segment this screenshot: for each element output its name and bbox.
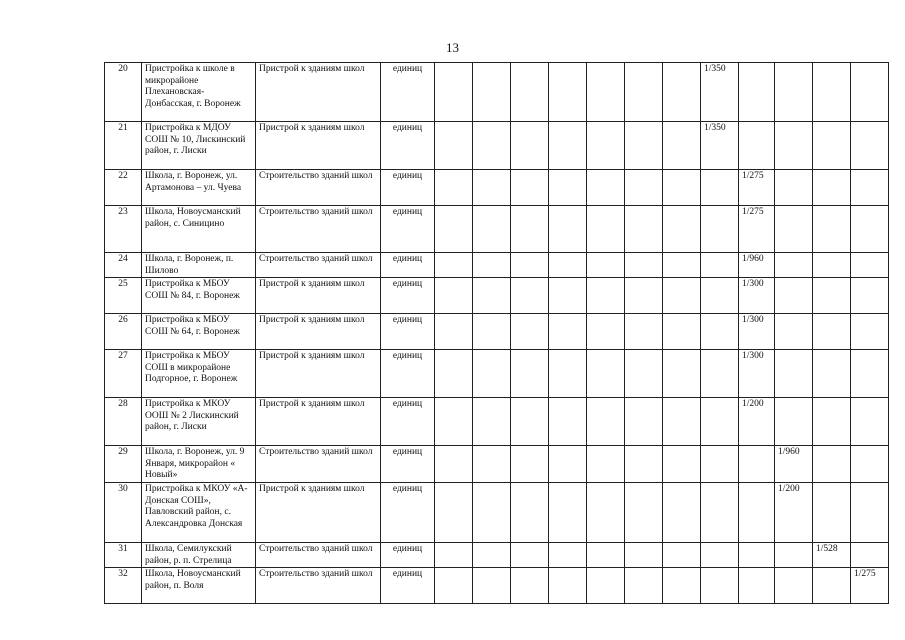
empty-cell (435, 122, 473, 170)
object-type-cell: Строительство зданий школ (256, 170, 381, 206)
table-body (105, 63, 889, 604)
empty-cell (625, 350, 663, 398)
empty-cell (473, 446, 511, 483)
empty-cell (587, 122, 625, 170)
empty-cell (549, 482, 587, 542)
empty-cell (549, 350, 587, 398)
empty-cell (473, 278, 511, 314)
empty-cell (851, 542, 889, 567)
empty-cell (549, 314, 587, 350)
empty-cell (625, 63, 663, 122)
empty-cell (549, 122, 587, 170)
page-number: 13 (446, 40, 459, 55)
object-name-cell: Пристройка к МКОУ «А-Донская СОШ», Павловский район, с. Александровка Донская (142, 482, 256, 542)
empty-cell (813, 206, 851, 253)
unit-cell: единиц (381, 122, 435, 170)
empty-cell (701, 170, 739, 206)
empty-cell (549, 568, 587, 604)
ratio-cell: 1/275 (851, 568, 889, 604)
empty-cell (587, 568, 625, 604)
empty-cell (549, 446, 587, 483)
object-type-cell: Строительство зданий школ (256, 253, 381, 278)
table-row (105, 398, 889, 446)
unit-cell: единиц (381, 253, 435, 278)
empty-cell (775, 63, 813, 122)
empty-cell (813, 350, 851, 398)
empty-cell (663, 542, 701, 567)
empty-cell (511, 482, 549, 542)
empty-cell (587, 350, 625, 398)
ratio-cell: 1/275 (739, 170, 775, 206)
empty-cell (775, 278, 813, 314)
row-number-cell: 20 (105, 63, 142, 122)
empty-cell (435, 482, 473, 542)
empty-cell (587, 278, 625, 314)
table-row (105, 253, 889, 278)
empty-cell (775, 206, 813, 253)
empty-cell (701, 482, 739, 542)
empty-cell (625, 206, 663, 253)
empty-cell (739, 122, 775, 170)
empty-cell (813, 122, 851, 170)
empty-cell (813, 63, 851, 122)
empty-cell (739, 63, 775, 122)
table-row (105, 542, 889, 567)
empty-cell (511, 170, 549, 206)
empty-cell (851, 278, 889, 314)
empty-cell (813, 482, 851, 542)
empty-cell (435, 63, 473, 122)
empty-cell (813, 568, 851, 604)
empty-cell (701, 253, 739, 278)
row-number-cell: 23 (105, 206, 142, 253)
empty-cell (587, 482, 625, 542)
empty-cell (701, 446, 739, 483)
empty-cell (663, 398, 701, 446)
empty-cell (851, 398, 889, 446)
empty-cell (549, 278, 587, 314)
object-type-cell: Пристрой к зданиям школ (256, 398, 381, 446)
table-row (105, 206, 889, 253)
object-type-cell: Строительство зданий школ (256, 568, 381, 604)
empty-cell (775, 542, 813, 567)
empty-cell (851, 63, 889, 122)
empty-cell (813, 446, 851, 483)
empty-cell (435, 350, 473, 398)
table-row (105, 278, 889, 314)
empty-cell (701, 278, 739, 314)
row-number-cell: 30 (105, 482, 142, 542)
unit-cell: единиц (381, 314, 435, 350)
unit-cell: единиц (381, 350, 435, 398)
object-type-cell: Пристрой к зданиям школ (256, 350, 381, 398)
empty-cell (511, 314, 549, 350)
object-name-cell: Школа, г. Воронеж, ул. 9 Января, микрорайон « Новый» (142, 446, 256, 483)
empty-cell (813, 170, 851, 206)
empty-cell (625, 398, 663, 446)
object-name-cell: Пристройка к МБОУ СОШ в микрорайоне Подгорное, г. Воронеж (142, 350, 256, 398)
empty-cell (435, 278, 473, 314)
empty-cell (813, 314, 851, 350)
empty-cell (625, 170, 663, 206)
empty-cell (511, 350, 549, 398)
empty-cell (701, 542, 739, 567)
row-number-cell: 31 (105, 542, 142, 567)
ratio-cell: 1/275 (739, 206, 775, 253)
object-name-cell: Школа, Новоусманский район, п. Воля (142, 568, 256, 604)
table-row (105, 568, 889, 604)
empty-cell (549, 253, 587, 278)
row-number-cell: 32 (105, 568, 142, 604)
object-name-cell: Школа, Новоусманский район, с. Синицино (142, 206, 256, 253)
object-type-cell: Пристрой к зданиям школ (256, 63, 381, 122)
object-name-cell: Школа, г. Воронеж, п. Шилово (142, 253, 256, 278)
empty-cell (663, 63, 701, 122)
object-name-cell: Пристройка к МКОУ ООШ № 2 Лискинский район, г. Лиски (142, 398, 256, 446)
table-row (105, 122, 889, 170)
object-type-cell: Пристрой к зданиям школ (256, 314, 381, 350)
empty-cell (587, 446, 625, 483)
empty-cell (435, 446, 473, 483)
empty-cell (587, 398, 625, 446)
table-row (105, 446, 889, 483)
row-number-cell: 29 (105, 446, 142, 483)
empty-cell (625, 253, 663, 278)
empty-cell (473, 568, 511, 604)
empty-cell (511, 253, 549, 278)
empty-cell (587, 314, 625, 350)
empty-cell (663, 122, 701, 170)
empty-cell (625, 542, 663, 567)
ratio-cell: 1/300 (739, 314, 775, 350)
empty-cell (813, 398, 851, 446)
object-type-cell: Пристрой к зданиям школ (256, 482, 381, 542)
empty-cell (663, 568, 701, 604)
object-type-cell: Строительство зданий школ (256, 446, 381, 483)
row-number-cell: 24 (105, 253, 142, 278)
empty-cell (435, 568, 473, 604)
empty-cell (549, 542, 587, 567)
schools-table (104, 62, 889, 604)
object-name-cell: Пристройка к МБОУ СОШ № 64, г. Воронеж (142, 314, 256, 350)
empty-cell (851, 314, 889, 350)
empty-cell (775, 170, 813, 206)
empty-cell (435, 398, 473, 446)
empty-cell (435, 253, 473, 278)
empty-cell (473, 170, 511, 206)
empty-cell (435, 542, 473, 567)
empty-cell (435, 206, 473, 253)
empty-cell (473, 63, 511, 122)
object-type-cell: Пристрой к зданиям школ (256, 278, 381, 314)
empty-cell (549, 63, 587, 122)
empty-cell (663, 350, 701, 398)
empty-cell (813, 278, 851, 314)
empty-cell (473, 206, 511, 253)
empty-cell (549, 398, 587, 446)
empty-cell (663, 314, 701, 350)
empty-cell (473, 122, 511, 170)
empty-cell (775, 314, 813, 350)
table-row (105, 482, 889, 542)
empty-cell (775, 398, 813, 446)
empty-cell (511, 278, 549, 314)
row-number-cell: 25 (105, 278, 142, 314)
row-number-cell: 28 (105, 398, 142, 446)
empty-cell (851, 170, 889, 206)
ratio-cell: 1/300 (739, 350, 775, 398)
empty-cell (739, 446, 775, 483)
empty-cell (625, 482, 663, 542)
ratio-cell: 1/350 (701, 63, 739, 122)
table-row (105, 350, 889, 398)
empty-cell (473, 253, 511, 278)
empty-cell (511, 63, 549, 122)
empty-cell (775, 122, 813, 170)
row-number-cell: 26 (105, 314, 142, 350)
unit-cell: единиц (381, 482, 435, 542)
unit-cell: единиц (381, 542, 435, 567)
object-name-cell: Пристройка к МБОУ СОШ № 84, г. Воронеж (142, 278, 256, 314)
empty-cell (851, 122, 889, 170)
table-row (105, 170, 889, 206)
empty-cell (549, 206, 587, 253)
empty-cell (549, 170, 587, 206)
empty-cell (511, 446, 549, 483)
empty-cell (851, 206, 889, 253)
empty-cell (663, 253, 701, 278)
object-name-cell: Школа, г. Воронеж, ул. Артамонова – ул. Чуева (142, 170, 256, 206)
empty-cell (701, 350, 739, 398)
empty-cell (587, 253, 625, 278)
empty-cell (625, 568, 663, 604)
empty-cell (663, 482, 701, 542)
empty-cell (511, 398, 549, 446)
ratio-cell: 1/528 (813, 542, 851, 567)
empty-cell (435, 314, 473, 350)
empty-cell (663, 170, 701, 206)
empty-cell (473, 482, 511, 542)
unit-cell: единиц (381, 446, 435, 483)
empty-cell (473, 350, 511, 398)
ratio-cell: 1/960 (775, 446, 813, 483)
empty-cell (587, 170, 625, 206)
empty-cell (851, 350, 889, 398)
empty-cell (851, 446, 889, 483)
row-number-cell: 22 (105, 170, 142, 206)
empty-cell (625, 446, 663, 483)
object-type-cell: Строительство зданий школ (256, 206, 381, 253)
empty-cell (625, 122, 663, 170)
empty-cell (511, 542, 549, 567)
empty-cell (625, 278, 663, 314)
empty-cell (851, 482, 889, 542)
empty-cell (813, 253, 851, 278)
empty-cell (739, 568, 775, 604)
empty-cell (851, 253, 889, 278)
object-name-cell: Школа, Семилукский район, р. п. Стрелица (142, 542, 256, 567)
empty-cell (625, 314, 663, 350)
unit-cell: единиц (381, 63, 435, 122)
empty-cell (435, 170, 473, 206)
empty-cell (775, 568, 813, 604)
row-number-cell: 21 (105, 122, 142, 170)
empty-cell (701, 314, 739, 350)
empty-cell (663, 206, 701, 253)
empty-cell (511, 568, 549, 604)
empty-cell (701, 206, 739, 253)
empty-cell (739, 482, 775, 542)
object-name-cell: Пристройка к МДОУ СОШ № 10, Лискинский район, г. Лиски (142, 122, 256, 170)
ratio-cell: 1/200 (775, 482, 813, 542)
empty-cell (587, 63, 625, 122)
empty-cell (473, 398, 511, 446)
empty-cell (587, 542, 625, 567)
object-name-cell: Пристройка к школе в микрорайоне Плехановская-Донбасская, г. Воронеж (142, 63, 256, 122)
object-type-cell: Строительство зданий школ (256, 542, 381, 567)
empty-cell (511, 122, 549, 170)
table-row (105, 314, 889, 350)
ratio-cell: 1/960 (739, 253, 775, 278)
empty-cell (511, 206, 549, 253)
empty-cell (663, 446, 701, 483)
unit-cell: единиц (381, 398, 435, 446)
row-number-cell: 27 (105, 350, 142, 398)
empty-cell (701, 568, 739, 604)
empty-cell (739, 542, 775, 567)
object-type-cell: Пристрой к зданиям школ (256, 122, 381, 170)
unit-cell: единиц (381, 568, 435, 604)
ratio-cell: 1/300 (739, 278, 775, 314)
empty-cell (775, 350, 813, 398)
empty-cell (587, 206, 625, 253)
unit-cell: единиц (381, 206, 435, 253)
unit-cell: единиц (381, 278, 435, 314)
ratio-cell: 1/350 (701, 122, 739, 170)
ratio-cell: 1/200 (739, 398, 775, 446)
table-row (105, 63, 889, 122)
unit-cell: единиц (381, 170, 435, 206)
empty-cell (663, 278, 701, 314)
empty-cell (473, 542, 511, 567)
empty-cell (473, 314, 511, 350)
empty-cell (775, 253, 813, 278)
empty-cell (701, 398, 739, 446)
